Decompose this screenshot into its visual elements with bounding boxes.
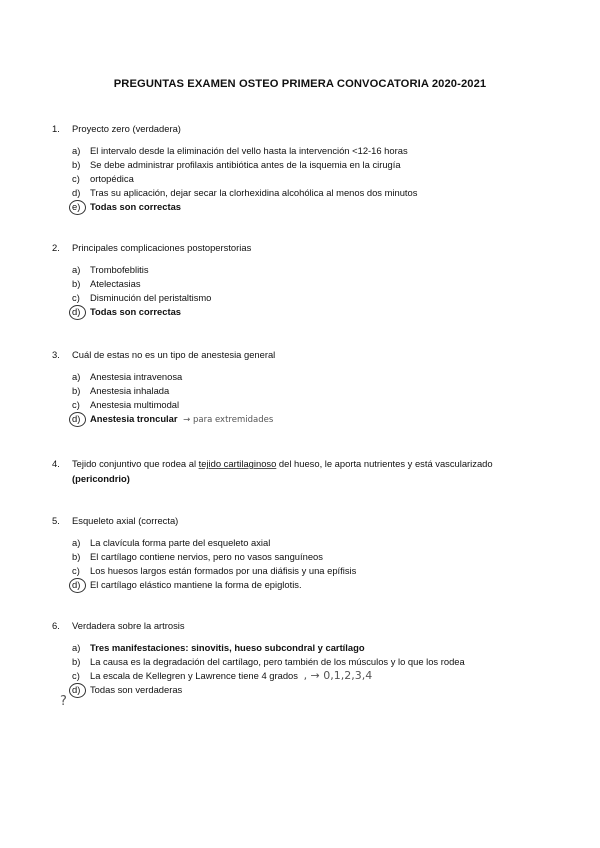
- question-text: Proyecto zero (verdadera): [72, 123, 181, 134]
- option-b: [0, 277, 600, 291]
- question-text-block: [52, 456, 542, 486]
- option-c: [0, 291, 600, 305]
- option-a: [0, 536, 600, 550]
- question-6: [0, 619, 600, 697]
- option-letter: e): [72, 201, 81, 212]
- option-text: Tras su aplicación, dejar secar la clorhexidina alcohólica al menos dos minutos: [90, 187, 418, 198]
- option-letter: c): [72, 292, 80, 303]
- option-letter: b): [72, 656, 81, 667]
- option-text: La clavícula forma parte del esqueleto axial: [90, 537, 271, 548]
- option-text: Anestesia intravenosa: [90, 371, 183, 382]
- option-text-wrap: [90, 669, 372, 683]
- option-text: La causa es la degradación del cartílago, pero también de los músculos y lo que los rodea: [90, 656, 465, 667]
- question-text: Tejido conjuntivo que rodea al: [72, 458, 199, 469]
- option-text: Todas son correctas: [90, 201, 182, 212]
- option-text: Anestesia inhalada: [90, 385, 170, 396]
- option-letter: c): [72, 173, 80, 184]
- option-letter: b): [72, 385, 81, 396]
- option-letter: d): [72, 579, 81, 590]
- option-a: [0, 263, 600, 277]
- answer-text: (pericondrio): [72, 473, 130, 484]
- option-letter: a): [72, 642, 81, 653]
- option-d: [0, 683, 600, 697]
- question-number: 2.: [52, 242, 60, 253]
- option-d: [0, 578, 600, 592]
- option-c: [0, 172, 600, 186]
- option-text: Anestesia troncular: [90, 413, 178, 424]
- option-text: La escala de Kellegren y Lawrence tiene 4 grados: [90, 670, 298, 681]
- question-text: Cuál de estas no es un tipo de anestesia general: [72, 349, 276, 360]
- option-letter: b): [72, 551, 81, 562]
- question-text-continued: del hueso, le aporta nutrientes y está vascularizado: [276, 458, 493, 469]
- option-c: [0, 398, 600, 412]
- option-letter: d): [72, 306, 81, 317]
- option-text: El intervalo desde la eliminación del vello hasta la intervención <12-16 horas: [90, 145, 408, 156]
- handwritten-question-mark: ?: [60, 694, 67, 709]
- option-letter: a): [72, 264, 81, 275]
- option-a: [0, 370, 600, 384]
- option-letter: d): [72, 413, 81, 424]
- document-title: PREGUNTAS EXAMEN OSTEO PRIMERA CONVOCATORIA 2020-2021: [113, 78, 487, 90]
- option-letter: d): [72, 187, 81, 198]
- option-d: [0, 305, 600, 319]
- option-text: Disminución del peristaltismo: [90, 292, 212, 303]
- option-letter: b): [72, 159, 81, 170]
- option-letter: a): [72, 371, 81, 382]
- option-text: Todas son verdaderas: [90, 684, 183, 695]
- option-b: [0, 550, 600, 564]
- option-b: [0, 384, 600, 398]
- option-text: Se debe administrar profilaxis antibiótica antes de la isquemia en la cirugía: [90, 159, 401, 170]
- question-text: Principales complicaciones postoperstorias: [72, 242, 252, 253]
- option-letter: c): [72, 670, 80, 681]
- underlined-term: tejido cartilaginoso: [198, 458, 277, 469]
- question-2: [0, 241, 600, 319]
- handwritten-note: , → 0,1,2,3,4: [303, 669, 373, 682]
- option-letter: d): [72, 684, 81, 695]
- question-number: 4.: [52, 458, 60, 469]
- question-number: 5.: [52, 515, 60, 526]
- option-e: [0, 200, 600, 214]
- option-letter: a): [72, 537, 81, 548]
- option-text: Los huesos largos están formados por una diáfisis y una epífisis: [90, 565, 357, 576]
- option-d: [0, 412, 600, 426]
- option-c: [0, 564, 600, 578]
- option-a: [0, 641, 600, 655]
- option-b: [0, 655, 600, 669]
- option-a: [0, 144, 600, 158]
- question-text: Esqueleto axial (correcta): [72, 515, 179, 526]
- question-3: [0, 348, 600, 426]
- option-text: Atelectasias: [90, 278, 141, 289]
- question-1: [0, 122, 600, 214]
- option-letter: b): [72, 278, 81, 289]
- question-5: [0, 514, 600, 592]
- option-text: Todas son correctas: [90, 306, 182, 317]
- option-text: ortopédica: [90, 173, 134, 184]
- option-b: [0, 158, 600, 172]
- option-letter: c): [72, 399, 80, 410]
- option-c: [0, 669, 600, 683]
- option-text-wrap: [90, 412, 273, 427]
- option-text: Trombofeblitis: [90, 264, 149, 275]
- option-text: Tres manifestaciones: sinovitis, hueso subcondral y cartílago: [90, 642, 365, 653]
- handwritten-note: → para extremidades: [183, 415, 274, 425]
- question-text: Verdadera sobre la artrosis: [72, 620, 185, 631]
- option-text: Anestesia multimodal: [90, 399, 180, 410]
- question-number: 1.: [52, 123, 60, 134]
- question-number: 6.: [52, 620, 60, 631]
- option-d: [0, 186, 600, 200]
- option-letter: c): [72, 565, 80, 576]
- question-number: 3.: [52, 349, 60, 360]
- option-text: El cartílago contiene nervios, pero no vasos sanguíneos: [90, 551, 323, 562]
- option-letter: a): [72, 145, 81, 156]
- option-text: El cartílago elástico mantiene la forma de epiglotis.: [90, 579, 302, 590]
